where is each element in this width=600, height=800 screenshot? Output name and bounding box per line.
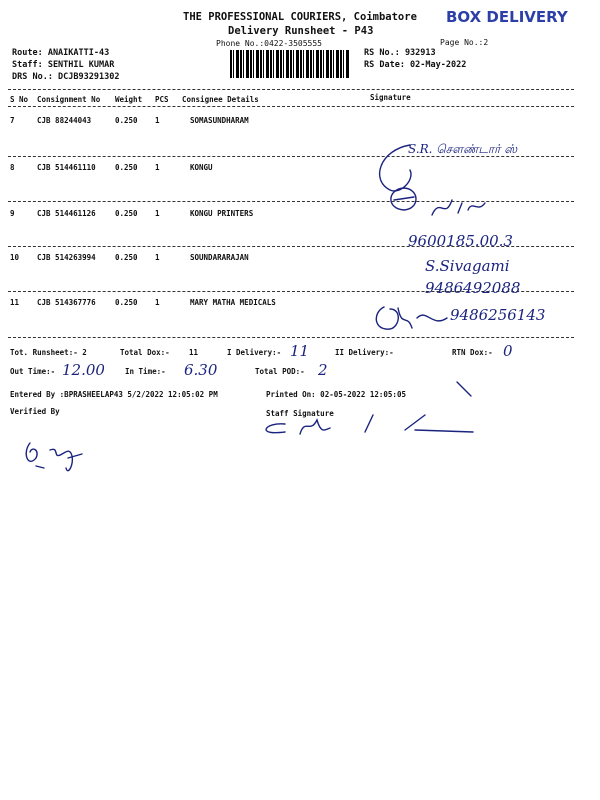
in-time-value: 6.30 (184, 361, 218, 379)
route-label: Route: ANAIKATTI-43 (12, 48, 110, 58)
divider (8, 106, 574, 107)
row-pcs: 1 (155, 209, 160, 218)
page-number: Page No.:2 (440, 38, 489, 47)
row-pcs: 1 (155, 163, 160, 172)
divider (8, 89, 574, 90)
tot-runsheet: Tot. Runsheet:- 2 (10, 348, 87, 357)
rs-date: RS Date: 02-May-2022 (364, 60, 467, 70)
signature-circle (384, 185, 424, 213)
total-dox-label: Total Dox:- (120, 348, 170, 357)
pen-mark (455, 380, 475, 400)
barcode (230, 50, 350, 78)
staff-signature-label: Staff Signature (266, 409, 334, 418)
handwritten-phone-row5: 9486256143 (450, 306, 546, 324)
row-weight: 0.250 (115, 298, 138, 307)
row-weight: 0.250 (115, 163, 138, 172)
col-signature: Signature (370, 93, 411, 102)
row-weight: 0.250 (115, 253, 138, 262)
i-delivery-label: I Delivery:- (227, 348, 282, 357)
row-consignee: SOMASUNDHARAM (190, 116, 249, 125)
handwritten-name-row4: S.Sivagami (425, 257, 510, 275)
handwritten-phone-row3: 9600185.00.3 (408, 232, 513, 250)
row-sno: 8 (10, 163, 15, 172)
row-consignment: CJB 514367776 (37, 298, 96, 307)
handwritten-signature-row1: S.R. சௌண்டார் ஸ் (408, 142, 518, 156)
col-consignment: Consignment No (37, 95, 101, 104)
row-weight: 0.250 (115, 116, 138, 125)
in-time-label: In Time:- (125, 367, 166, 376)
total-pod-label: Total POD:- (255, 367, 305, 376)
rs-number: RS No.: 932913 (364, 48, 436, 58)
row-consignee: KONGU PRINTERS (190, 209, 254, 218)
entered-by: Entered By :BPRASHEELAP43 5/2/2022 12:05:02 PM (10, 390, 218, 399)
col-sno: S No (10, 95, 29, 104)
out-time-value: 12.00 (62, 361, 105, 379)
row-consignment: CJB 514461126 (37, 209, 96, 218)
row-pcs: 1 (155, 253, 160, 262)
row-consignee: SOUNDARARAJAN (190, 253, 249, 262)
row-pcs: 1 (155, 298, 160, 307)
row-weight: 0.250 (115, 209, 138, 218)
total-dox-value: 11 (189, 348, 199, 357)
row-sno: 10 (10, 253, 20, 262)
signature-scribble (372, 303, 452, 333)
row-sno: 11 (10, 298, 20, 307)
divider (8, 337, 574, 338)
row-consignment: CJB 88244043 (37, 116, 92, 125)
row-sno: 7 (10, 116, 15, 125)
rtn-dox-label: RTN Dox:- (452, 348, 493, 357)
printed-on: Printed On: 02-05-2022 12:05:05 (266, 390, 406, 399)
row-consignee: KONGU (190, 163, 213, 172)
col-weight: Weight (115, 95, 143, 104)
total-pod-value: 2 (318, 361, 328, 379)
verified-signature (20, 438, 90, 478)
verified-by-label: Verified By (10, 407, 60, 416)
runsheet-subtitle: Delivery Runsheet - P43 (228, 25, 374, 37)
row-consignee: MARY MATHA MEDICALS (190, 298, 276, 307)
row-consignment: CJB 514461110 (37, 163, 96, 172)
row-consignment: CJB 514263994 (37, 253, 96, 262)
drs-number: DRS No.: DCJB93291302 (12, 72, 120, 82)
phone-number: Phone No.:0422-3505555 (216, 39, 322, 48)
col-consignee: Consignee Details (182, 95, 259, 104)
company-title: THE PROFESSIONAL COURIERS, Coimbatore (183, 11, 417, 23)
signature-scribble (430, 195, 490, 220)
out-time-label: Out Time:- (10, 367, 56, 376)
staff-signature (255, 410, 475, 440)
row-sno: 9 (10, 209, 15, 218)
rtn-dox-value: 0 (503, 342, 513, 360)
handwritten-phone-row4: 9486492088 (425, 279, 521, 297)
box-delivery-stamp: BOX DELIVERY (446, 8, 568, 26)
i-delivery-value: 11 (290, 342, 310, 360)
col-pcs: PCS (155, 95, 169, 104)
row-pcs: 1 (155, 116, 160, 125)
ii-delivery-label: II Delivery:- (335, 348, 394, 357)
staff-label: Staff: SENTHIL KUMAR (12, 60, 115, 70)
